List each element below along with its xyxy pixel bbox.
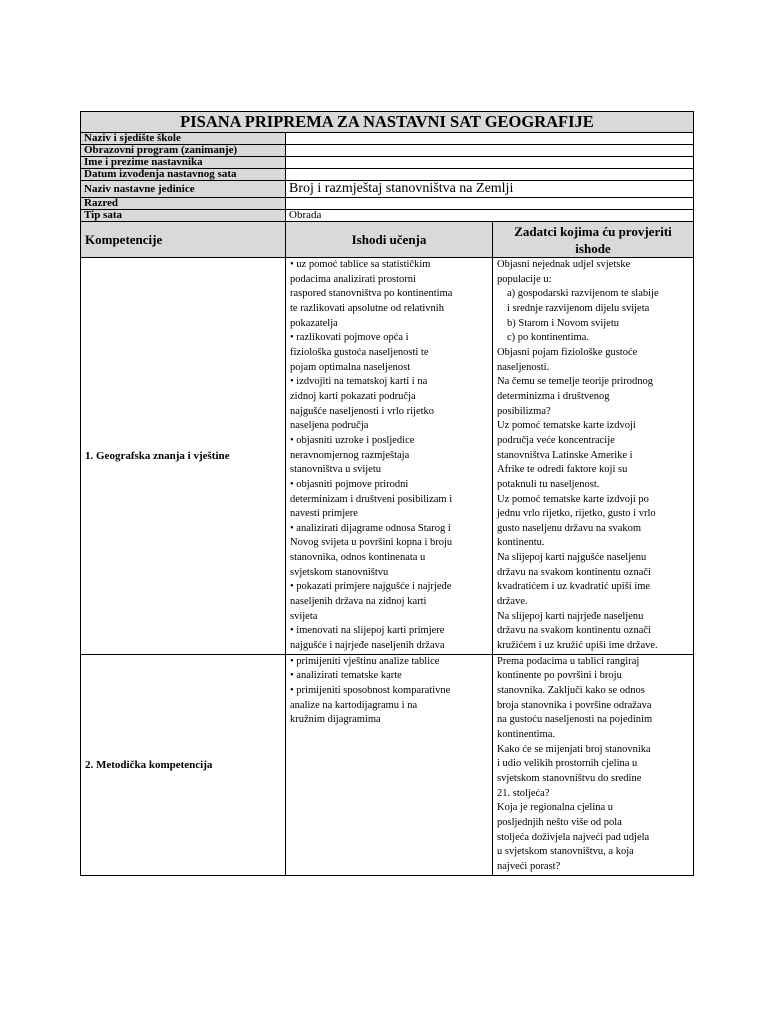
task-line: potaknuli tu naseljenost. bbox=[497, 478, 600, 490]
task-line: državu na svakom kontinentu označi bbox=[497, 625, 651, 637]
info-value-unit[interactable]: Broj i razmještaj stanovništva na Zemlji bbox=[286, 181, 694, 198]
header-outcomes: Ishodi učenja bbox=[286, 222, 493, 258]
task-line: Koja je regionalna cjelina u bbox=[497, 802, 614, 814]
info-row-teacher bbox=[81, 157, 694, 169]
outcome-line: te razlikovati apsolutne od relativnih bbox=[290, 302, 444, 314]
info-value-date[interactable] bbox=[286, 169, 694, 181]
outcome-line: navesti primjere bbox=[290, 508, 358, 520]
outcome-line: determinizam i društveni posibilizam i bbox=[290, 493, 453, 505]
tasks-cell bbox=[493, 654, 694, 875]
outcome-line: najgušće i najrjeđe naseljenih država bbox=[290, 640, 445, 652]
task-line: determinizma i društvenog bbox=[497, 390, 610, 402]
task-line: i udio velikih prostornih cjelina u bbox=[497, 758, 638, 770]
title-row bbox=[81, 112, 694, 133]
task-line: gusto naseljenu državu na svakom bbox=[497, 522, 642, 534]
outcome-line: • primijeniti vještinu analize tablice bbox=[290, 655, 440, 667]
task-line: Kako će se mijenjati broj stanovnika bbox=[497, 743, 651, 755]
task-line: Prema podacima u tablici rangiraj bbox=[497, 655, 640, 667]
task-line: na gustoću naseljenosti na pojedinim bbox=[497, 714, 653, 726]
info-row-date bbox=[81, 169, 694, 181]
task-line: Objasni pojam fiziološke gustoće bbox=[497, 346, 638, 358]
outcome-line: pojam optimalna naseljenost bbox=[290, 361, 411, 373]
outcome-line: svijeta bbox=[290, 610, 318, 622]
outcome-line: • objasniti uzroke i posljedice bbox=[290, 434, 415, 446]
info-value-program[interactable] bbox=[286, 145, 694, 157]
info-row-program bbox=[81, 145, 694, 157]
task-line: stoljeća doživjela najveći pad udjela bbox=[497, 831, 650, 843]
task-line: u svjetskom stanovništvu, a koja bbox=[497, 846, 634, 858]
competence-row-1 bbox=[81, 258, 694, 655]
task-line: Na slijepoj karti najgušće naseljenu bbox=[497, 552, 647, 564]
outcome-line: svjetskom stanovništvu bbox=[290, 566, 389, 578]
task-line: posibilizma? bbox=[497, 405, 551, 417]
outcome-line: • imenovati na slijepoj karti primjere bbox=[290, 625, 445, 637]
outcome-line: stanovništva u svijetu bbox=[290, 464, 381, 476]
task-line: b) Starom i Novom svijetu bbox=[507, 317, 619, 329]
info-row-unit bbox=[81, 181, 694, 198]
info-value-school[interactable] bbox=[286, 133, 694, 145]
task-line: jednu vrlo rijetko, rijetko, gusto i vrlo bbox=[497, 508, 656, 520]
task-line: Uz pomoć tematske karte izdvoji po bbox=[497, 493, 649, 505]
task-line: Uz pomoć tematske karte izdvoji bbox=[497, 420, 636, 432]
task-line: Na čemu se temelje teorije prirodnog bbox=[497, 376, 653, 388]
task-line: broja stanovnika i površine odražava bbox=[497, 699, 652, 711]
task-line: Afrike te odredi faktore koji su bbox=[497, 464, 628, 476]
outcome-line: podacima analizirati prostorni bbox=[290, 273, 416, 285]
outcomes-cell bbox=[286, 654, 493, 875]
task-line: kontinentima. bbox=[497, 729, 556, 740]
outcome-line: Novog svijeta u površini kopna i broju bbox=[290, 537, 453, 549]
task-line: populacije u: bbox=[497, 273, 552, 285]
task-line: državu na svakom kontinentu označi bbox=[497, 566, 651, 578]
lesson-plan-document bbox=[80, 111, 693, 876]
task-line: naseljenosti. bbox=[497, 361, 550, 373]
header-tasks: Zadatci kojima ću provjeriti ishode bbox=[493, 222, 694, 258]
task-line: kvadratićem i uz kvadratić upiši ime bbox=[497, 581, 651, 593]
task-line: stanovništva Latinske Amerike i bbox=[497, 449, 633, 461]
info-row-school bbox=[81, 133, 694, 145]
task-line: kontinentu. bbox=[497, 537, 545, 549]
outcome-line: naseljenih država na zidnoj karti bbox=[290, 596, 427, 608]
outcome-line: • analizirati dijagrame odnosa Starog i bbox=[290, 522, 451, 534]
info-value-teacher[interactable] bbox=[286, 157, 694, 169]
info-value-class[interactable] bbox=[286, 198, 694, 210]
outcome-line: analize na kartodijagramu i na bbox=[290, 699, 418, 711]
task-line: stanovnika. Zaključi kako se odnos bbox=[497, 685, 645, 697]
outcome-line: najgušće naseljenosti i vrlo rijetko bbox=[290, 405, 435, 417]
info-value-type[interactable]: Obrada bbox=[286, 210, 694, 222]
task-line: države. bbox=[497, 596, 528, 608]
outcome-line: • analizirati tematske karte bbox=[290, 670, 402, 682]
task-line: a) gospodarski razvijenom te slabije bbox=[507, 288, 659, 300]
outcome-line: • izdvojiti na tematskoj karti i na bbox=[290, 376, 428, 388]
competence-name: 2. Metodička kompetencija bbox=[81, 654, 286, 875]
info-label-unit: Naziv nastavne jedinice bbox=[81, 181, 286, 198]
info-row-class bbox=[81, 198, 694, 210]
outcome-line: pokazatelja bbox=[290, 317, 338, 329]
outcome-line: • razlikovati pojmove opća i bbox=[290, 332, 409, 344]
outcome-line: naseljena područja bbox=[290, 420, 369, 432]
task-line: i srednje razvijenom dijelu svijeta bbox=[507, 302, 650, 314]
task-line: područja veće koncentracije bbox=[497, 434, 615, 446]
outcome-line: neravnomjernog razmještaja bbox=[290, 449, 410, 461]
task-line: Na slijepoj karti najrjeđe naseljenu bbox=[497, 610, 644, 622]
info-label-date: Datum izvođenja nastavnog sata bbox=[81, 169, 286, 181]
document-title: PISANA PRIPREMA ZA NASTAVNI SAT GEOGRAFIJE bbox=[81, 112, 694, 133]
task-line: c) po kontinentima. bbox=[507, 332, 589, 344]
outcome-line: • primijeniti sposobnost komparativne bbox=[290, 685, 451, 697]
info-row-type bbox=[81, 210, 694, 222]
task-line: kontinente po površini i broju bbox=[497, 670, 622, 682]
header-competences: Kompetencije bbox=[81, 222, 286, 258]
outcome-line: kružnim dijagramima bbox=[290, 714, 381, 726]
outcome-line: • uz pomoć tablice sa statističkim bbox=[290, 259, 431, 270]
task-line: svjetskom stanovništvu do sredine bbox=[497, 772, 642, 784]
info-label-school: Naziv i sjedište škole bbox=[81, 133, 286, 145]
task-line: kružićem i uz kružić upiši ime države. bbox=[497, 640, 658, 652]
info-label-program: Obrazovni program (zanimanje) bbox=[81, 145, 286, 157]
outcomes-cell bbox=[286, 258, 493, 655]
info-label-type: Tip sata bbox=[81, 210, 286, 222]
outcome-line: • objasniti pojmove prirodni bbox=[290, 478, 409, 490]
lesson-plan-table bbox=[80, 111, 694, 876]
outcome-line: raspored stanovništva po kontinentima bbox=[290, 288, 453, 300]
column-header-row bbox=[81, 222, 694, 258]
task-line: 21. stoljeća? bbox=[497, 787, 550, 799]
task-line: posljednjih nešto više od pola bbox=[497, 816, 622, 828]
competence-name: 1. Geografska znanja i vještine bbox=[81, 258, 286, 655]
info-label-teacher: Ime i prezime nastavnika bbox=[81, 157, 286, 169]
task-line: Objasni nejednak udjel svjetske bbox=[497, 259, 631, 270]
info-label-class: Razred bbox=[81, 198, 286, 210]
outcome-line: • pokazati primjere najgušće i najrjeđe bbox=[290, 581, 452, 593]
outcome-line: zidnoj karti pokazati područja bbox=[290, 390, 416, 402]
task-line: najveći porast? bbox=[497, 860, 561, 872]
tasks-cell bbox=[493, 258, 694, 655]
outcome-line: fiziološka gustoća naseljenosti te bbox=[290, 346, 429, 358]
competence-row-2 bbox=[81, 654, 694, 875]
outcome-line: stanovnika, odnos kontinenata u bbox=[290, 552, 426, 564]
